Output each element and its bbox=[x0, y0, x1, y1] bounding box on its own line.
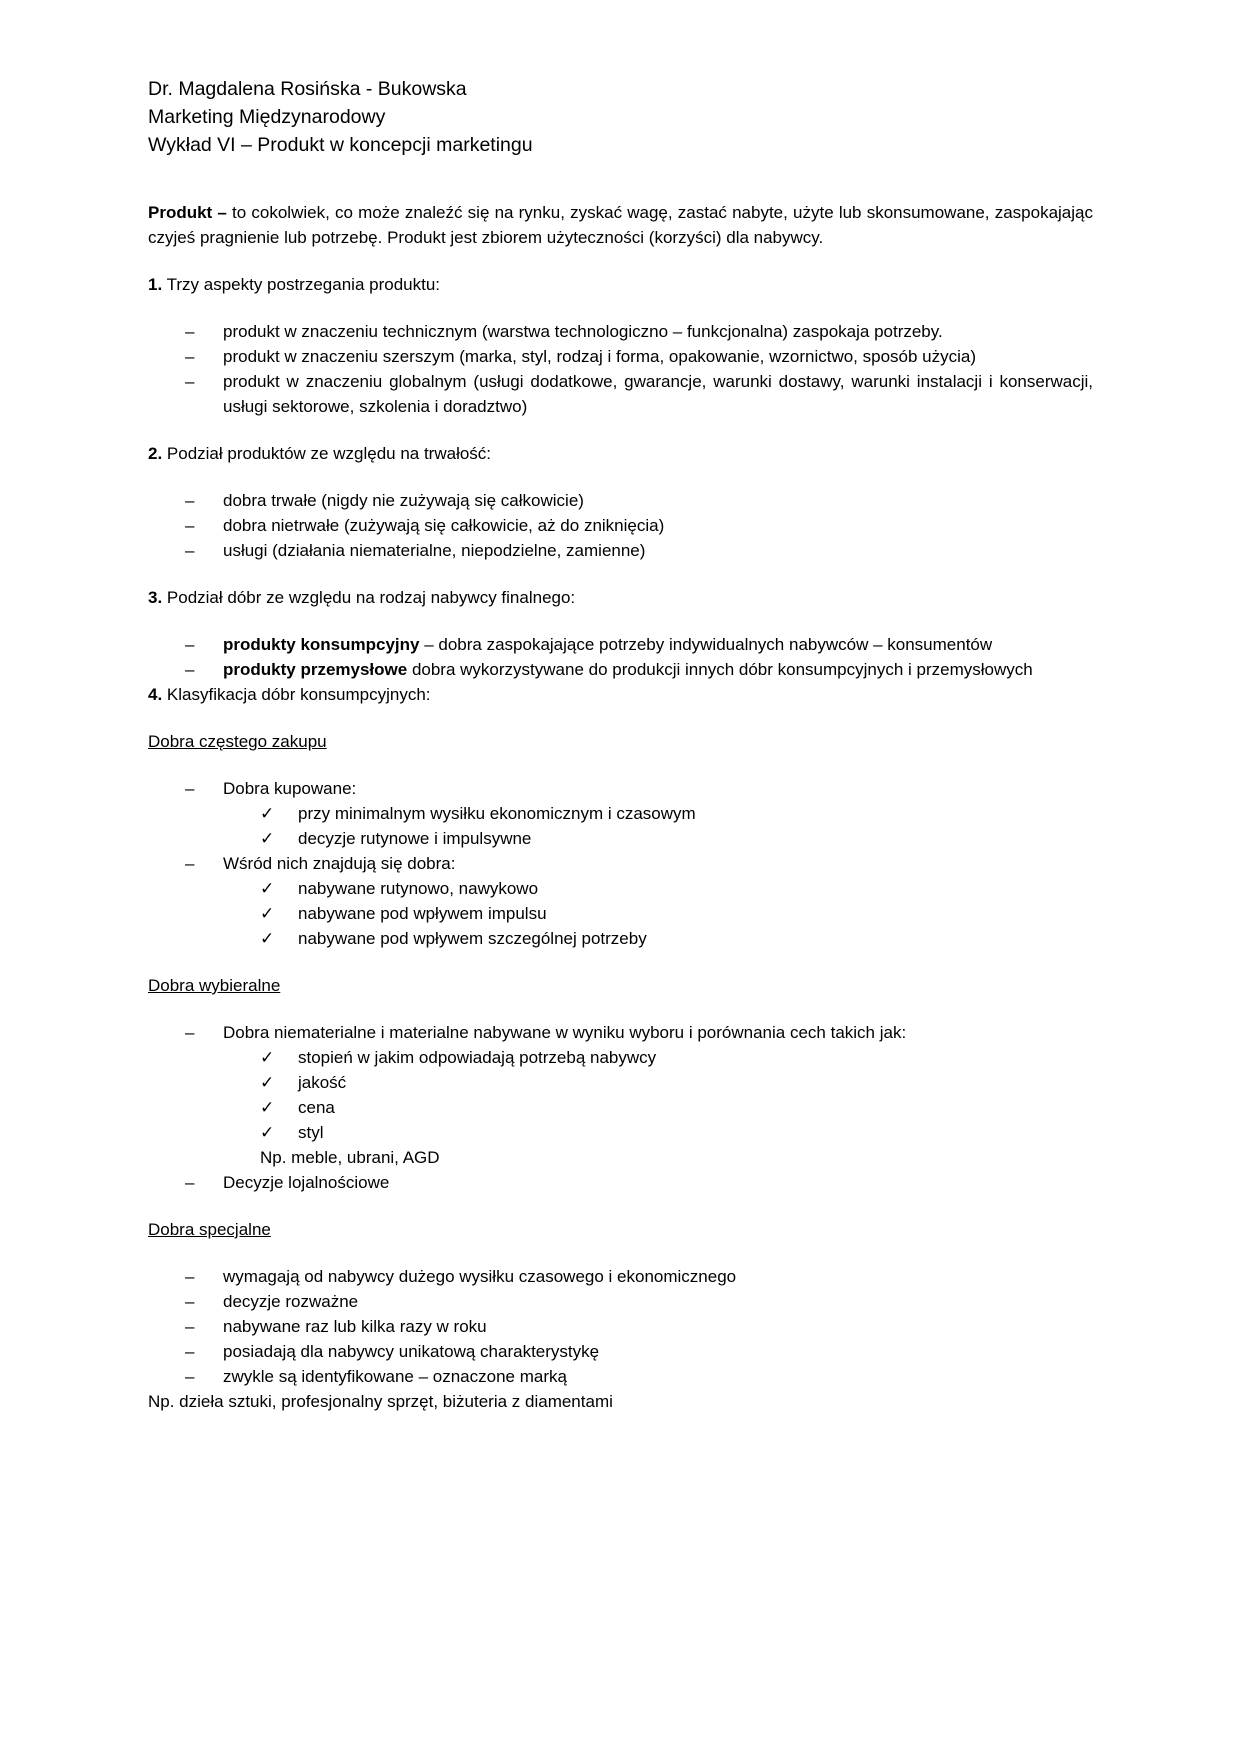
list-item: – produkt w znaczeniu szerszym (marka, styl, rodzaj i forma, opakowanie, wzornictwo, sposób użycia) bbox=[148, 344, 1093, 369]
check-item: ✓ cena bbox=[148, 1095, 1093, 1120]
check-item: ✓ stopień w jakim odpowiadają potrzebą nabywcy bbox=[148, 1045, 1093, 1070]
list-item: – produkty przemysłowe dobra wykorzystywane do produkcji innych dóbr konsumpcyjnych i przemysłowych bbox=[148, 657, 1093, 682]
definition-text: to cokolwiek, co może znaleźć się na rynku, zyskać wagę, zastać nabyte, użyte lub skonsumowane, zaspokajając czyjeś pragnienie lub potrzebę. Produkt jest zbiorem użyteczności (korzyści) dla nabywcy. bbox=[148, 203, 1093, 247]
check-item: ✓ przy minimalnym wysiłku ekonomicznym i czasowym bbox=[148, 801, 1093, 826]
list-item: – Dobra kupowane: ✓ przy minimalnym wysiłku ekonomicznym i czasowym ✓ decyzje rutynowe i impulsywne bbox=[148, 776, 1093, 851]
check-icon: ✓ bbox=[260, 879, 275, 898]
list-item: – usługi (działania niematerialne, niepodzielne, zamienne) bbox=[148, 538, 1093, 563]
dash-marker: – bbox=[185, 347, 195, 366]
check-list bbox=[148, 876, 1093, 951]
list-item: – decyzje rozważne bbox=[148, 1289, 1093, 1314]
frequent-goods-list bbox=[148, 776, 1093, 951]
check-item: ✓ jakość bbox=[148, 1070, 1093, 1095]
dash-marker: – bbox=[185, 516, 195, 535]
dash-marker: – bbox=[185, 635, 195, 654]
dash-marker: – bbox=[185, 1267, 195, 1286]
list-item: – dobra trwałe (nigdy nie zużywają się całkowicie) bbox=[148, 488, 1093, 513]
lecture-title: Wykład VI – Produkt w koncepcji marketingu bbox=[148, 134, 533, 156]
product-definition bbox=[148, 200, 1093, 250]
special-goods-heading: Dobra specjalne bbox=[148, 1220, 271, 1239]
definition-term: Produkt – bbox=[148, 203, 227, 222]
check-icon: ✓ bbox=[260, 1048, 275, 1067]
frequent-goods-heading: Dobra częstego zakupu bbox=[148, 732, 327, 751]
list-item: – posiadają dla nabywcy unikatową charakterystykę bbox=[148, 1339, 1093, 1364]
check-list bbox=[148, 1045, 1093, 1145]
check-item: ✓ decyzje rutynowe i impulsywne bbox=[148, 826, 1093, 851]
check-item: ✓ nabywane rutynowo, nawykowo bbox=[148, 876, 1093, 901]
section-1-list bbox=[148, 319, 1093, 419]
check-icon: ✓ bbox=[260, 904, 275, 923]
dash-marker: – bbox=[185, 854, 195, 873]
check-item: ✓ styl bbox=[148, 1120, 1093, 1145]
dash-marker: – bbox=[185, 660, 195, 679]
check-icon: ✓ bbox=[260, 1123, 275, 1142]
list-item: – wymagają od nabywcy dużego wysiłku czasowego i ekonomicznego bbox=[148, 1264, 1093, 1289]
dash-marker: – bbox=[185, 491, 195, 510]
document-page bbox=[148, 75, 1093, 1414]
check-list bbox=[148, 801, 1093, 851]
section-2-heading: 2. Podział produktów ze względu na trwałość: bbox=[148, 444, 492, 463]
list-item: – nabywane raz lub kilka razy w roku bbox=[148, 1314, 1093, 1339]
check-icon: ✓ bbox=[260, 829, 275, 848]
check-icon: ✓ bbox=[260, 804, 275, 823]
check-item: ✓ nabywane pod wpływem szczególnej potrzeby bbox=[148, 926, 1093, 951]
list-item: – Wśród nich znajdują się dobra: ✓ nabywane rutynowo, nawykowo ✓ nabywane pod wpływem impulsu ✓ nabywane pod wpływem szczególnej potrzeby bbox=[148, 851, 1093, 951]
dash-marker: – bbox=[185, 1367, 195, 1386]
dash-marker: – bbox=[185, 1317, 195, 1336]
dash-marker: – bbox=[185, 322, 195, 341]
list-item: – produkt w znaczeniu globalnym (usługi dodatkowe, gwarancje, warunki dostawy, warunki instalacji i konserwacji, usługi sektorowe, szkolenia i doradztwo) bbox=[148, 369, 1093, 419]
special-goods-list bbox=[148, 1264, 1093, 1389]
dash-marker: – bbox=[185, 1342, 195, 1361]
dash-marker: – bbox=[185, 1292, 195, 1311]
special-example: Np. dzieła sztuki, profesjonalny sprzęt, biżuteria z diamentami bbox=[148, 1392, 613, 1411]
section-3-list bbox=[148, 632, 1093, 682]
list-item: – produkty konsumpcyjny – dobra zaspokajające potrzeby indywidualnych nabywców – konsumentów bbox=[148, 632, 1093, 657]
section-1-heading: 1. Trzy aspekty postrzegania produktu: bbox=[148, 275, 440, 294]
section-3-heading: 3. Podział dóbr ze względu na rodzaj nabywcy finalnego: bbox=[148, 588, 576, 607]
list-item: – Decyzje lojalnościowe bbox=[148, 1170, 1093, 1195]
author-line: Dr. Magdalena Rosińska - Bukowska bbox=[148, 78, 467, 100]
list-item: – produkt w znaczeniu technicznym (warstwa technologiczno – funkcjonalna) zaspokaja potrzeby. bbox=[148, 319, 1093, 344]
course-line: Marketing Międzynarodowy bbox=[148, 106, 386, 128]
dash-marker: – bbox=[185, 779, 195, 798]
list-item: – Dobra niematerialne i materialne nabywane w wyniku wyboru i porównania cech takich jak: ✓ stopień w jakim odpowiadają potrzebą nabywcy ✓ jakość ✓ cena ✓ styl Np. meble, ubrani, AGD bbox=[148, 1020, 1093, 1170]
dash-marker: – bbox=[185, 1173, 195, 1192]
list-item: – zwykle są identyfikowane – oznaczone marką bbox=[148, 1364, 1093, 1389]
dash-marker: – bbox=[185, 1023, 195, 1042]
check-icon: ✓ bbox=[260, 1073, 275, 1092]
dash-marker: – bbox=[185, 541, 195, 560]
selective-goods-list bbox=[148, 1020, 1093, 1195]
check-item: ✓ nabywane pod wpływem impulsu bbox=[148, 901, 1093, 926]
selective-example: Np. meble, ubrani, AGD bbox=[260, 1148, 440, 1167]
dash-marker: – bbox=[185, 372, 195, 391]
section-2-list bbox=[148, 488, 1093, 563]
list-item: – dobra nietrwałe (zużywają się całkowicie, aż do zniknięcia) bbox=[148, 513, 1093, 538]
check-icon: ✓ bbox=[260, 929, 275, 948]
section-4-heading: 4. Klasyfikacja dóbr konsumpcyjnych: bbox=[148, 685, 431, 704]
check-icon: ✓ bbox=[260, 1098, 275, 1117]
selective-goods-heading: Dobra wybieralne bbox=[148, 976, 281, 995]
